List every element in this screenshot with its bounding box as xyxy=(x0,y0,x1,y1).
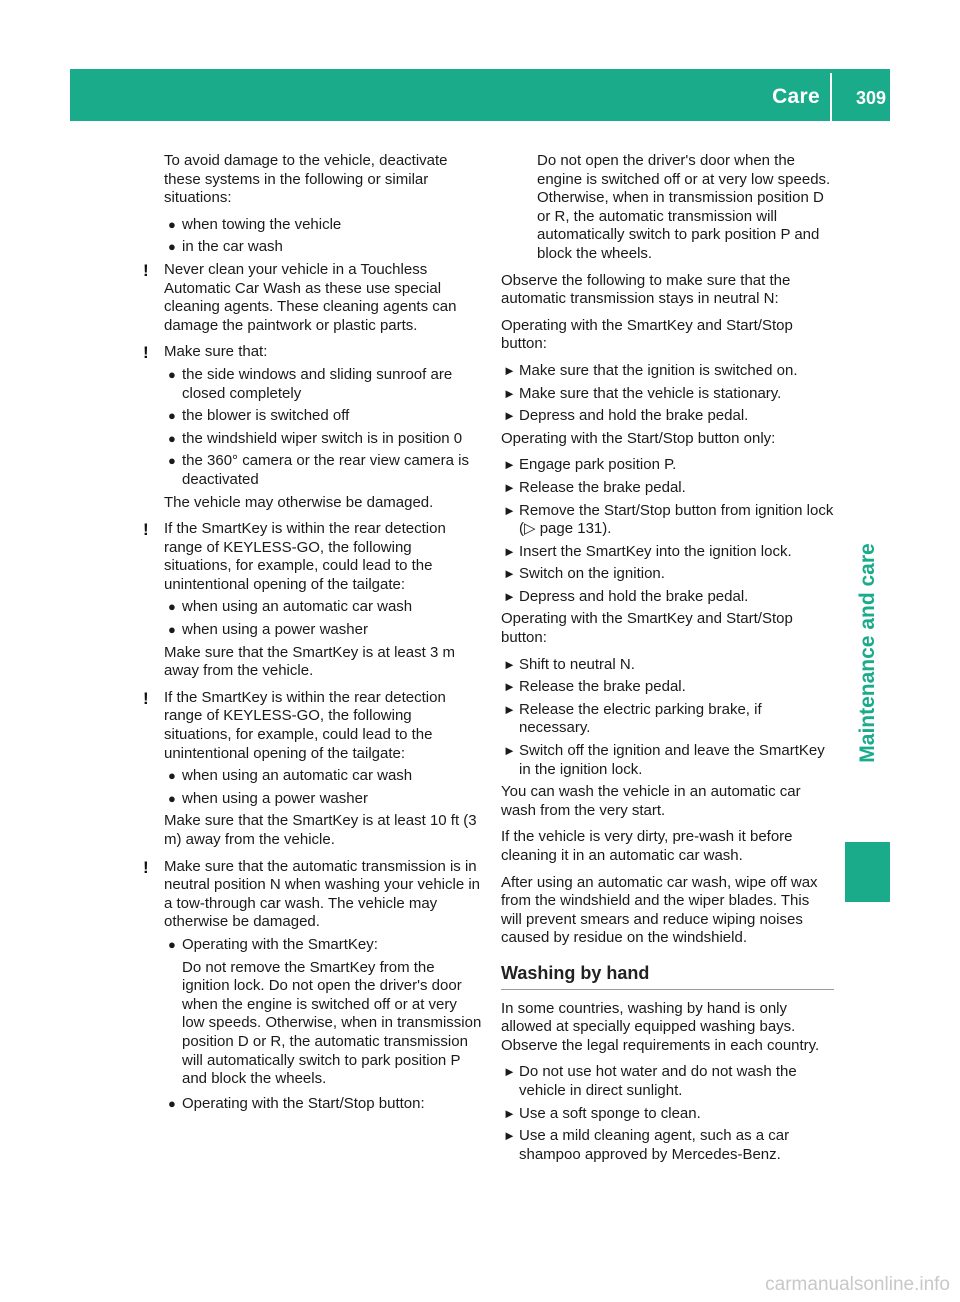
hand-steps xyxy=(501,1063,834,1164)
list-item: ● when towing the vehicle xyxy=(168,215,342,233)
side-tab xyxy=(845,503,890,803)
section-title: Care xyxy=(772,85,820,108)
right-column xyxy=(501,152,834,1168)
list-item: ► Insert the SmartKey into the ignition lock. xyxy=(503,542,792,560)
warning-icon: ! xyxy=(143,260,149,280)
warning-3 xyxy=(143,520,482,681)
list-item: ● the blower is switched off xyxy=(168,407,350,425)
warning-tail: The vehicle may otherwise be damaged. xyxy=(164,493,434,511)
op3-heading: Operating with the SmartKey and Start/Stop button: xyxy=(501,610,793,647)
list-item: ► Do not use hot water and do not wash the vehicle in direct sunlight. xyxy=(503,1063,797,1099)
list-item: ● when using a power washer xyxy=(168,789,368,807)
list-item: ► Make sure that the ignition is switched on. xyxy=(503,361,798,379)
warning-icon: ! xyxy=(143,520,149,540)
list-item: ► Remove the Start/Stop button from ignition lock (▷ page 131). xyxy=(503,501,834,538)
list-item: ● the 360° camera or the rear view camera is deactivated xyxy=(168,452,469,488)
list-item: ► Make sure that the vehicle is stationary. xyxy=(503,384,782,402)
op2-steps xyxy=(501,456,834,606)
warning-text: Never clean your vehicle in a Touchless Automatic Car Wash as these use special cleaning agents. These cleaning agents can damage the paintwork or plastic parts. xyxy=(164,260,457,334)
warning-list xyxy=(164,936,482,955)
watermark: carmanualsonline.info xyxy=(765,1274,950,1295)
continued-paragraph: Do not open the driver's door when the engine is switched off or at very low speeds. Otherwise, when in transmission position D or R, the automatic transmission will automatically switch to park position P and block the wheels. xyxy=(537,152,831,262)
list-item: ● Operating with the Start/Stop button: xyxy=(168,1094,425,1112)
warning-list xyxy=(164,767,482,808)
list-item: ► Shift to neutral N. xyxy=(503,655,635,673)
warning-2 xyxy=(143,343,482,512)
op1-steps xyxy=(501,362,834,426)
list-item: ► Depress and hold the brake pedal. xyxy=(503,407,749,425)
page-number: 309 xyxy=(855,88,886,108)
section-heading: Washing by hand xyxy=(501,964,834,990)
warning-text: If the SmartKey is within the rear detection range of KEYLESS-GO, the following situations, for example, could lead to the unintentional opening of the tailgate: xyxy=(164,688,446,762)
warning-text: If the SmartKey is within the rear detection range of KEYLESS-GO, the following situations, for example, could lead to the unintentional opening of the tailgate: xyxy=(164,520,446,593)
list-item: ● Operating with the SmartKey: xyxy=(168,935,378,953)
paragraph: In some countries, washing by hand is only allowed at specially equipped washing bays. Observe the legal requirements in each country. xyxy=(501,999,820,1054)
warning-icon: ! xyxy=(143,688,149,708)
list-item: ► Use a soft sponge to clean. xyxy=(503,1104,701,1122)
warning-list xyxy=(164,366,482,490)
paragraph: You can wash the vehicle in an automatic car wash from the very start. xyxy=(501,783,801,819)
sub-paragraph: Do not remove the SmartKey from the ignition lock. Do not open the driver's door when the engine is switched off or at very low speeds. Otherwise, when in transmission position D or R, the automatic transmission will automatically switch to park position P and block the wheels. xyxy=(182,958,482,1088)
list-item: ● the side windows and sliding sunroof are closed completely xyxy=(168,365,453,402)
list-item: ● when using a power washer xyxy=(168,621,368,639)
paragraph: If the vehicle is very dirty, pre-wash it before cleaning it in an automatic car wash. xyxy=(501,828,793,864)
warning-icon: ! xyxy=(143,343,149,363)
list-item: ► Release the brake pedal. xyxy=(503,478,686,496)
list-item: ● in the car wash xyxy=(168,238,283,256)
list-item: ► Release the brake pedal. xyxy=(503,678,686,696)
list-item: ► Engage park position P. xyxy=(503,456,677,474)
list-item: ► Switch on the ignition. xyxy=(503,565,665,583)
warning-1 xyxy=(143,260,482,335)
warning-text: Make sure that the automatic transmission is in neutral position N when washing your vehicle in a tow-through car wash. The vehicle may otherwise be damaged. xyxy=(164,857,481,931)
list-item: ● when using an automatic car wash xyxy=(168,598,413,616)
left-column xyxy=(143,152,482,1117)
list-item: ● when using an automatic car wash xyxy=(168,767,413,785)
warning-text: Make sure that: xyxy=(164,343,268,361)
op2-heading: Operating with the Start/Stop button only: xyxy=(501,429,776,447)
intro-paragraph: To avoid damage to the vehicle, deactivate these systems in the following or similar situations: xyxy=(164,152,448,207)
list-item: ► Switch off the ignition and leave the SmartKey in the ignition lock. xyxy=(503,742,825,778)
op1-heading: Operating with the SmartKey and Start/Stop button: xyxy=(501,316,793,353)
list-item: ● the windshield wiper switch is in position 0 xyxy=(168,429,463,447)
warning-5 xyxy=(143,857,482,1114)
side-tab-label: Maintenance and care xyxy=(855,543,879,763)
warning-tail: Make sure that the SmartKey is at least 3 m away from the vehicle. xyxy=(164,643,455,680)
warning-icon: ! xyxy=(143,857,149,877)
side-tab-block xyxy=(845,842,890,902)
op3-steps xyxy=(501,656,834,780)
warning-4 xyxy=(143,688,482,850)
warning-tail: Make sure that the SmartKey is at least 10 ft (3 m) away from the vehicle. xyxy=(164,812,477,848)
paragraph: After using an automatic car wash, wipe off wax from the windshield and the wiper blades. This will prevent smears and reduce wiping noises caused by residue on the windshield. xyxy=(501,873,818,947)
page-header xyxy=(70,69,890,121)
list-item: ► Use a mild cleaning agent, such as a car shampoo approved by Mercedes-Benz. xyxy=(503,1127,790,1163)
header-divider xyxy=(830,73,832,121)
list-item: ► Release the electric parking brake, if necessary. xyxy=(503,700,762,737)
observe-paragraph: Observe the following to make sure that the automatic transmission stays in neutral N: xyxy=(501,271,791,308)
warning-list xyxy=(164,1095,482,1114)
intro-list xyxy=(164,216,482,257)
warning-list xyxy=(164,598,482,639)
list-item: ► Depress and hold the brake pedal. xyxy=(503,587,749,605)
